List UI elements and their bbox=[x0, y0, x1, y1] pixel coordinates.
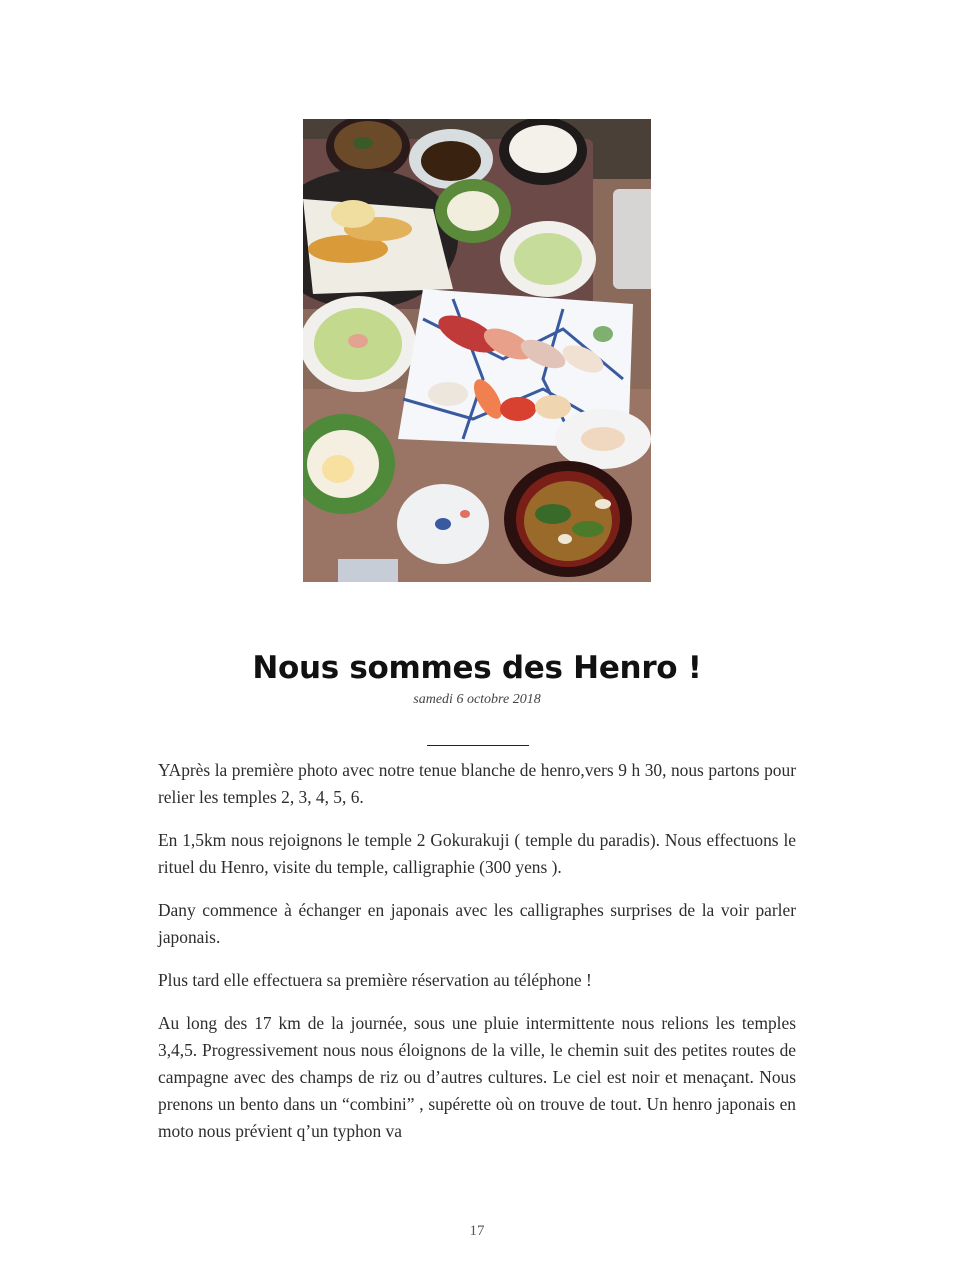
article-body bbox=[158, 757, 796, 1161]
paragraph: Plus tard elle effectuera sa première réservation au téléphone ! bbox=[158, 970, 592, 990]
meal-photo-illustration bbox=[303, 119, 651, 582]
meal-photo bbox=[303, 119, 651, 582]
paragraph: Au long des 17 km de la journée, sous une pluie intermittente nous relions les temples 3,4,5. Progressivement nous nous éloignons de la ville, le chemin suit des petites routes de campagne avec des champs de riz ou d’autres cultures. Le ciel est noir et menaçant. Nous prenons un bento dans un “combini” , supérette où on trouve de tout. Un henro japonais en moto nous prévient q’un typhon va bbox=[158, 1013, 796, 1141]
page-title: Nous sommes des Henro ! bbox=[252, 650, 702, 686]
post-date: samedi 6 octobre 2018 bbox=[413, 692, 541, 707]
paragraph: Dany commence à échanger en japonais avec les calligraphes surprises de la voir parler japonais. bbox=[158, 900, 796, 947]
paragraph: YAprès la première photo avec notre tenue blanche de henro,vers 9 h 30, nous partons pour relier les temples 2, 3, 4, 5, 6. bbox=[158, 760, 796, 807]
page-number: 17 bbox=[469, 1223, 485, 1239]
title-divider bbox=[427, 745, 529, 746]
paragraph: En 1,5km nous rejoignons le temple 2 Gokurakuji ( temple du paradis). Nous effectuons le rituel du Henro, visite du temple, calligraphie (300 yens ). bbox=[158, 830, 796, 877]
